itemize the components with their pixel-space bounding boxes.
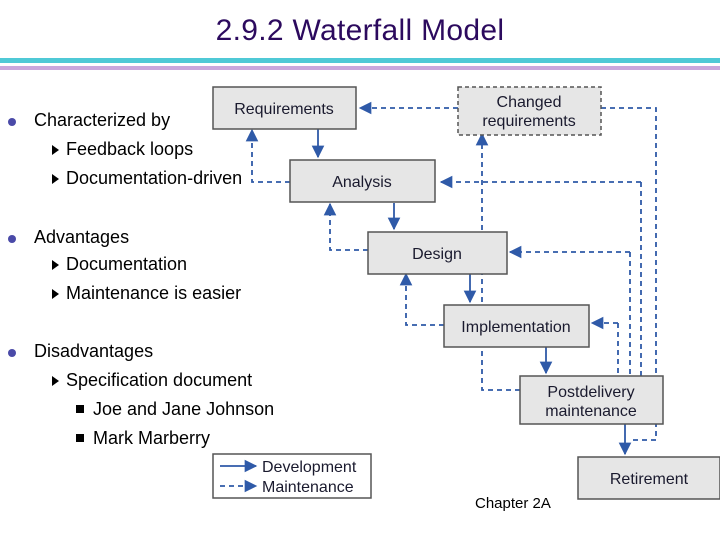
bullet-characterized: Characterized by: [34, 110, 171, 130]
analysis-label: Analysis: [332, 174, 392, 191]
implementation-label: Implementation: [461, 319, 571, 336]
postdelivery-label-line1: Postdelivery: [547, 384, 635, 401]
sub-bullet-documentation: Documentation: [66, 254, 188, 274]
sub-bullet-maintenance-easier: Maintenance is easier: [66, 283, 242, 303]
subsub-bullet-joe: Joe and Jane Johnson: [93, 399, 275, 419]
legend-development: Development: [262, 459, 357, 476]
subsub-bullet-mark: Mark Marberry: [93, 428, 211, 448]
chapter-footer: Chapter 2A: [475, 495, 551, 512]
sub-bullet-feedback: Feedback loops: [66, 139, 194, 159]
sub-bullet-specification: Specification document: [66, 370, 253, 390]
legend-maintenance: Maintenance: [262, 479, 354, 496]
postdelivery-label-line2: maintenance: [545, 403, 637, 420]
slide-title: 2.9.2 Waterfall Model: [215, 14, 505, 47]
changed-label-line1: Changed: [496, 94, 562, 111]
retirement-label: Retirement: [609, 471, 689, 488]
legend: [213, 454, 371, 498]
bullet-disadvantages: Disadvantages: [34, 341, 154, 361]
sub-bullet-documentation-driven: Documentation-driven: [66, 168, 243, 188]
changed-label-line2: requirements: [482, 113, 576, 130]
bullet-advantages: Advantages: [34, 227, 130, 247]
design-label: Design: [412, 246, 462, 263]
requirements-label: Requirements: [234, 101, 334, 118]
